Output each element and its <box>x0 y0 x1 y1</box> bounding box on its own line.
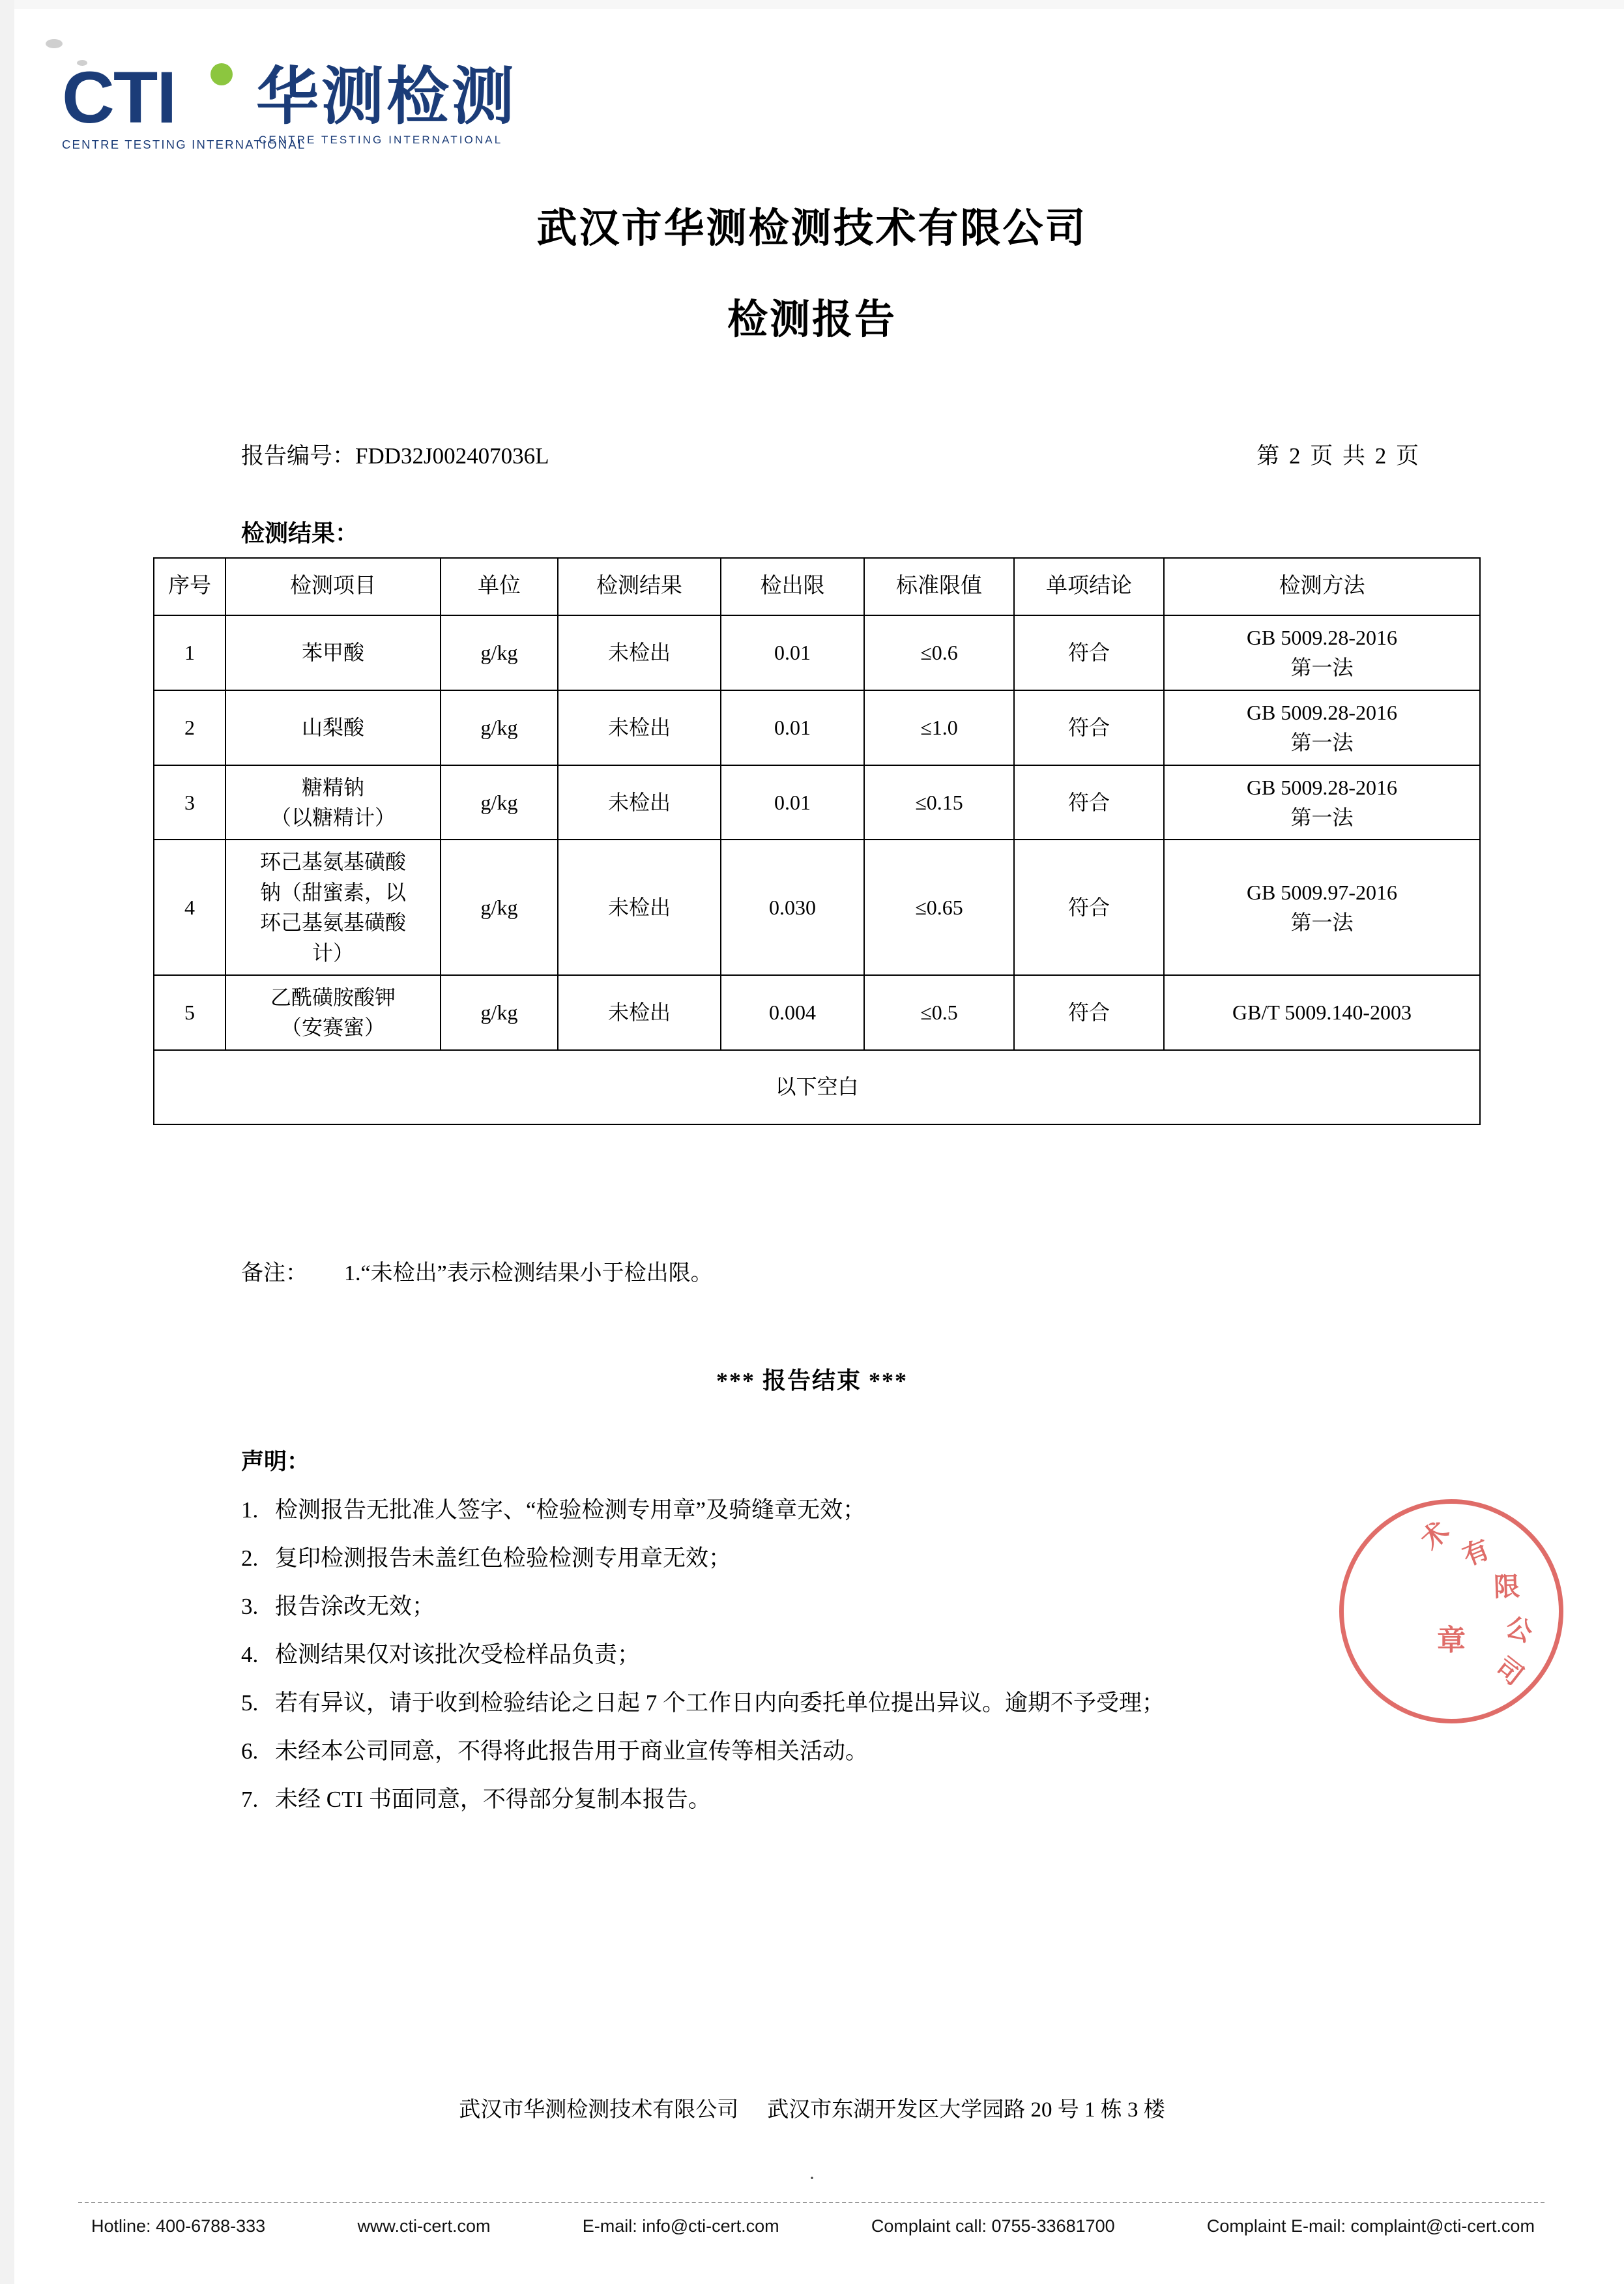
cell-item: 山梨酸 <box>225 690 441 765</box>
seal-center-char: 章 <box>1437 1624 1466 1656</box>
remark-label: 备注： <box>241 1261 308 1285</box>
col-header-item: 检测项目 <box>225 558 441 615</box>
list-item: 2. 复印检测报告未盖红色检验检测专用章无效； <box>241 1545 732 1571</box>
report-number <box>241 438 549 471</box>
table-row <box>154 615 1480 690</box>
statement-text: 复印检测报告未盖红色检验检测专用章无效； <box>275 1545 732 1571</box>
table-header-row <box>154 558 1480 615</box>
method-line-1: GB/T 5009.140-2003 <box>1232 1001 1412 1025</box>
cell-method <box>1164 615 1480 690</box>
page-indicator: 第 2 页 共 2 页 <box>1256 443 1421 469</box>
footer-separator-dot: · <box>809 2167 815 2189</box>
statement-text: 检测结果仅对该批次受检样品负责； <box>275 1642 641 1667</box>
cell-conclusion: 符合 <box>1014 690 1164 765</box>
footer-website[interactable]: www.cti-cert.com <box>357 2216 491 2236</box>
cell-result: 未检出 <box>558 690 721 765</box>
cell-unit: g/kg <box>441 975 558 1050</box>
footer-address: 武汉市东湖开发区大学园路 20 号 1 栋 3 楼 <box>767 2098 1165 2122</box>
cell-no: 3 <box>154 765 225 840</box>
seal-char: 公 <box>1502 1612 1536 1648</box>
statement-text: 检测报告无批准人签字、“检验检测专用章”及骑缝章无效； <box>275 1497 866 1523</box>
cell-method <box>1164 975 1480 1050</box>
table-row <box>154 690 1480 765</box>
blank-row-text: 以下空白 <box>154 1050 1480 1124</box>
cell-method <box>1164 765 1480 840</box>
table-row <box>154 840 1480 975</box>
cti-logo <box>62 57 517 151</box>
statement-title: 声明： <box>241 1449 310 1474</box>
cti-logo-dot <box>210 63 233 85</box>
method-line-1: GB 5009.28-2016 <box>1246 700 1398 724</box>
page-title: 武汉市华测检测技术有限公司 <box>536 206 1088 251</box>
cell-lod: 0.030 <box>721 840 864 975</box>
cell-result: 未检出 <box>558 765 721 840</box>
cell-method <box>1164 690 1480 765</box>
cell-item: 糖精钠 （以糖精计） <box>225 765 441 840</box>
cell-no: 4 <box>154 840 225 975</box>
method-line-1: GB 5009.28-2016 <box>1246 626 1398 649</box>
cti-logo-english: CENTRE TESTING INTERNATIONAL <box>62 138 306 151</box>
document-title: 检测报告 <box>727 297 897 342</box>
seal-arc-text <box>1344 1504 1559 1719</box>
seal-char: 有 <box>1458 1534 1494 1572</box>
cell-unit: g/kg <box>441 615 558 690</box>
list-item: 3. 报告涂改无效； <box>241 1594 435 1619</box>
col-header-no: 序号 <box>154 558 225 615</box>
cti-logo-english-sub: CENTRE TESTING INTERNATIONAL <box>259 134 503 146</box>
cell-result: 未检出 <box>558 615 721 690</box>
statement-text: 报告涂改无效； <box>275 1594 435 1619</box>
list-item: 4. 检测结果仅对该批次受检样品负责； <box>241 1642 641 1667</box>
remark-text: 1.“未检出”表示检测结果小于检出限。 <box>344 1261 713 1285</box>
remark <box>241 1255 713 1287</box>
cti-logo-chinese: 华测检测 <box>256 62 517 132</box>
company-seal-stamp <box>1339 1499 1563 1723</box>
results-table-body <box>154 615 1480 1124</box>
table-row <box>154 765 1480 840</box>
report-number-label: 报告编号： <box>241 443 356 469</box>
cti-logo-mark <box>62 57 306 151</box>
report-number-value: FDD32J002407036L <box>355 443 549 469</box>
table-row <box>154 975 1480 1050</box>
footer-contact-bar <box>91 2216 1535 2236</box>
cell-unit: g/kg <box>441 765 558 840</box>
col-header-lod: 检出限 <box>721 558 864 615</box>
cell-limit: ≤1.0 <box>864 690 1014 765</box>
cell-conclusion: 符合 <box>1014 975 1164 1050</box>
footer-company-address <box>0 2092 1624 2123</box>
cell-lod: 0.01 <box>721 690 864 765</box>
cell-limit: ≤0.5 <box>864 975 1014 1050</box>
col-header-method: 检测方法 <box>1164 558 1480 615</box>
results-table-wrapper <box>153 557 1479 1125</box>
cti-logo-chinese-wrap <box>251 62 517 147</box>
cell-lod: 0.01 <box>721 765 864 840</box>
cell-no: 5 <box>154 975 225 1050</box>
footer-hotline: Hotline: 400-6788-333 <box>91 2216 266 2236</box>
method-line-2: 第一法 <box>1290 731 1354 755</box>
cell-unit: g/kg <box>441 840 558 975</box>
table-row-blank <box>154 1050 1480 1124</box>
method-line-1: GB 5009.97-2016 <box>1246 880 1398 904</box>
seal-char: 术 <box>1415 1516 1455 1555</box>
cell-lod: 0.01 <box>721 615 864 690</box>
cell-limit: ≤0.15 <box>864 765 1014 840</box>
footer-complaint-email[interactable]: Complaint E-mail: complaint@cti-cert.com <box>1206 2216 1535 2236</box>
cell-unit: g/kg <box>441 690 558 765</box>
statement-list <box>241 1486 1414 1824</box>
cell-lod: 0.004 <box>721 975 864 1050</box>
method-line-2: 第一法 <box>1290 656 1354 680</box>
cell-conclusion: 符合 <box>1014 840 1164 975</box>
cti-logo-letters: CTI <box>62 57 176 138</box>
list-item: 7. 未经 CTI 书面同意，不得部分复制本报告。 <box>241 1787 711 1812</box>
col-header-limit: 标准限值 <box>864 558 1014 615</box>
footer-complaint-call: Complaint call: 0755-33681700 <box>871 2216 1115 2236</box>
cell-conclusion: 符合 <box>1014 765 1164 840</box>
cell-method <box>1164 840 1480 975</box>
col-header-conclusion: 单项结论 <box>1014 558 1164 615</box>
cell-limit: ≤0.6 <box>864 615 1014 690</box>
method-line-2: 第一法 <box>1290 911 1354 935</box>
method-line-1: GB 5009.28-2016 <box>1246 775 1398 799</box>
cell-no: 2 <box>154 690 225 765</box>
report-meta <box>241 438 1421 471</box>
scan-speck <box>46 39 63 48</box>
report-end-marker: *** 报告结束 *** <box>716 1368 908 1394</box>
cell-item: 环己基氨基磺酸 钠（甜蜜素，以 环己基氨基磺酸 计） <box>225 840 441 975</box>
cell-result: 未检出 <box>558 975 721 1050</box>
list-item: 6. 未经本公司同意，不得将此报告用于商业宣传等相关活动。 <box>241 1738 869 1764</box>
cell-no: 1 <box>154 615 225 690</box>
method-line-2: 第一法 <box>1290 805 1354 829</box>
col-header-result: 检测结果 <box>558 558 721 615</box>
cell-conclusion: 符合 <box>1014 615 1164 690</box>
cell-item: 乙酰磺胺酸钾 （安赛蜜） <box>225 975 441 1050</box>
statement-text: 未经 CTI 书面同意，不得部分复制本报告。 <box>275 1787 711 1812</box>
seal-char: 限 <box>1493 1572 1520 1602</box>
cell-limit: ≤0.65 <box>864 840 1014 975</box>
results-section-label: 检测结果： <box>241 520 359 546</box>
footer-email[interactable]: E-mail: info@cti-cert.com <box>582 2216 779 2236</box>
col-header-unit: 单位 <box>441 558 558 615</box>
cell-result: 未检出 <box>558 840 721 975</box>
cell-item: 苯甲酸 <box>225 615 441 690</box>
footer-company: 武汉市华测检测技术有限公司 <box>459 2098 739 2122</box>
list-item: 5. 若有异议，请于收到检验结论之日起 7 个工作日内向委托单位提出异议。逾期不予受理； <box>241 1690 1165 1716</box>
footer-divider <box>78 2202 1544 2203</box>
list-item: 1. 检测报告无批准人签字、“检验检测专用章”及骑缝章无效； <box>241 1497 866 1523</box>
statement-text: 未经本公司同意，不得将此报告用于商业宣传等相关活动。 <box>275 1738 869 1764</box>
statement-text: 若有异议，请于收到检验结论之日起 7 个工作日内向委托单位提出异议。逾期不予受理； <box>275 1690 1165 1716</box>
page-edge-top <box>0 0 1624 9</box>
results-table <box>153 557 1481 1125</box>
seal-char: 司 <box>1490 1652 1529 1691</box>
